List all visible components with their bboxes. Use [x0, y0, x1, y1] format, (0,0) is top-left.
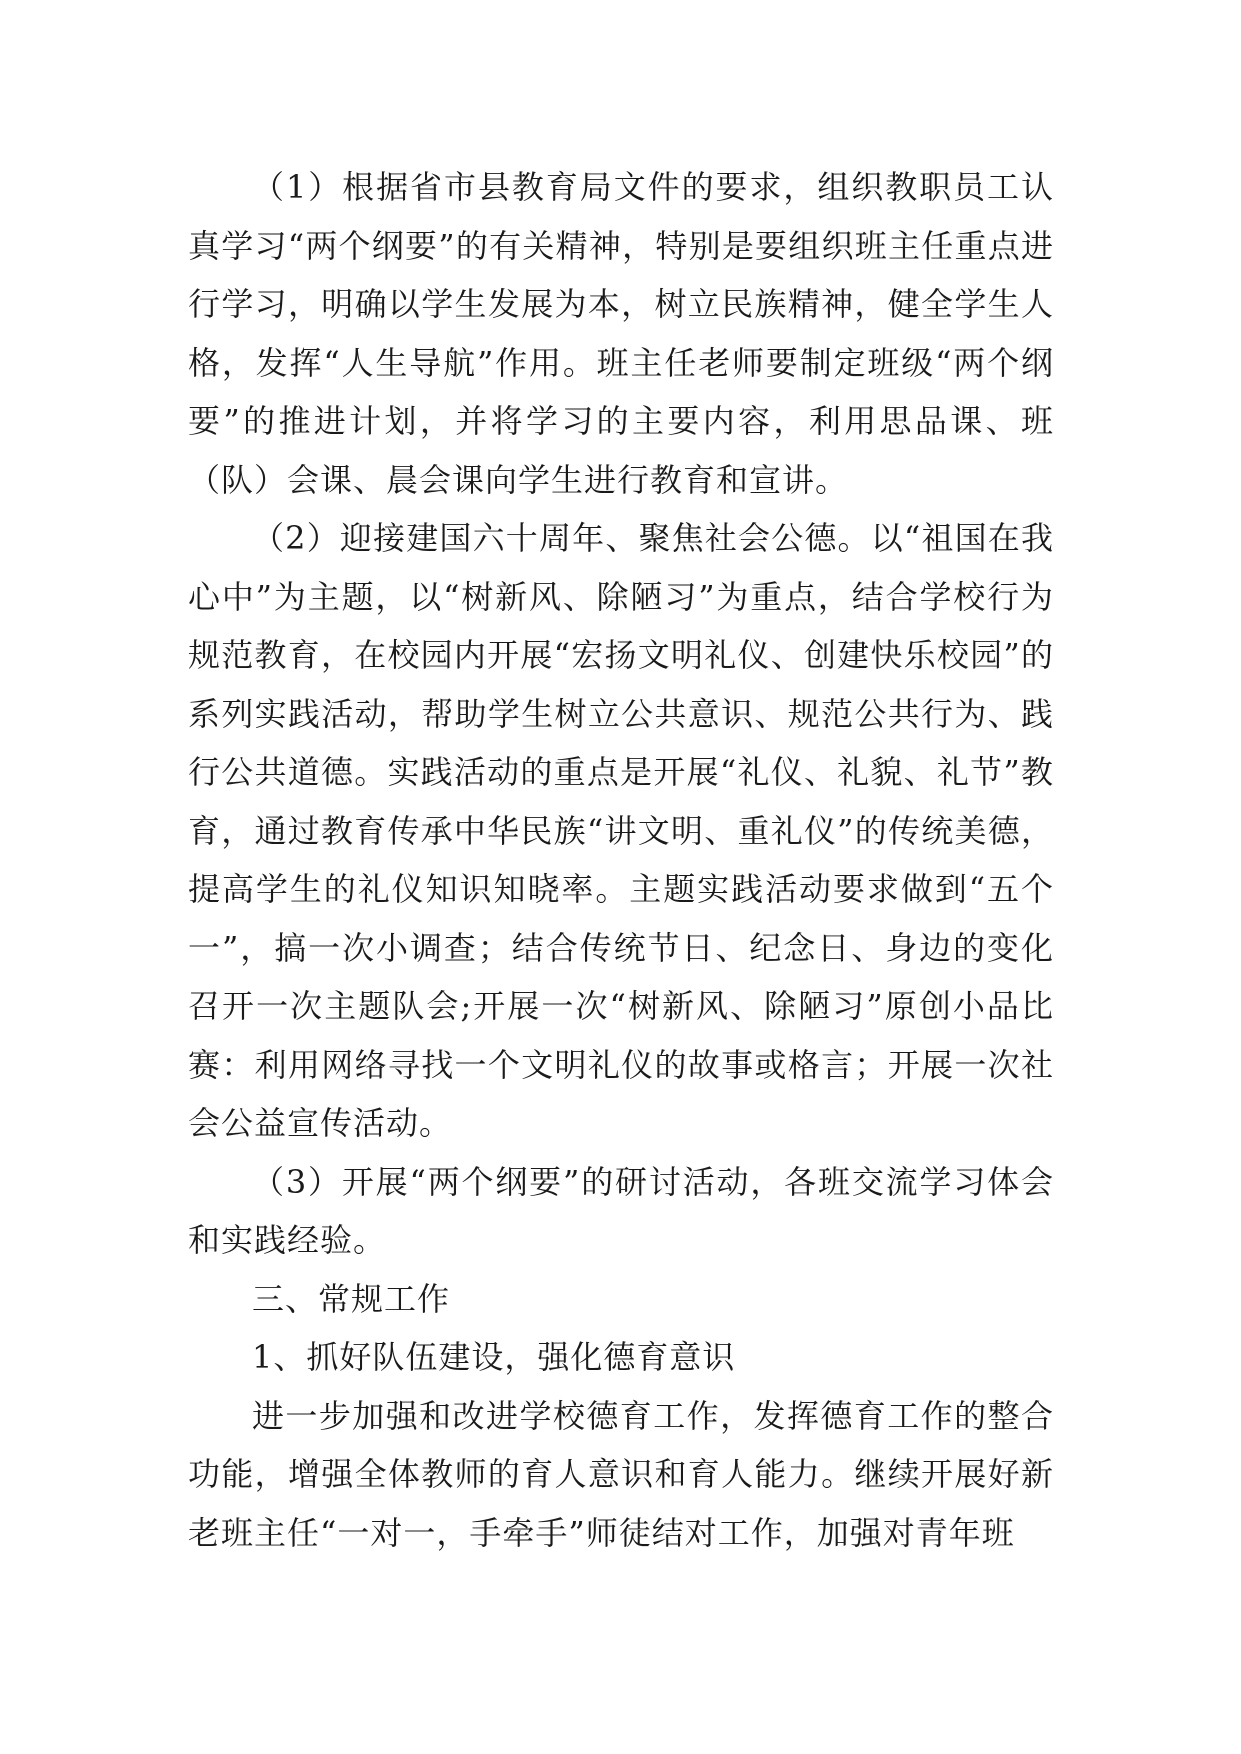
paragraph-item-3-seminar: （3）开展“两个纲要”的研讨活动，各班交流学习体会和实践经验。 [188, 1162, 1054, 1259]
document-body [188, 158, 1054, 1562]
section-heading-routine-work: 三、常规工作 [252, 1279, 451, 1318]
paragraph-team-building-body: 进一步加强和改进学校德育工作，发挥德育工作的整合功能，增强全体教师的育人意识和育人能力。继续开展好新老班主任“一对一，手牵手”师徒结对工作，加强对青年班 [188, 1396, 1054, 1552]
paragraph-item-2-social-ethics: （2）迎接建国六十周年、聚焦社会公德。以“祖国在我心中”为主题，以“树新风、除陋习”为重点，结合学校行为规范教育，在校园内开展“宏扬文明礼仪、创建快乐校园”的系列实践活动，帮助学生树立公共意识、规范公共行为、践行公共道德。实践活动的重点是开展“礼仪、礼貌、礼节”教育，通过教育传承中华民族“讲文明、重礼仪”的传统美德，提高学生的礼仪知识知晓率。主题实践活动要求做到“五个一”，搞一次小调查；结合传统节日、纪念日、身边的变化召开一次主题队会;开展一次“树新风、除陋习”原创小品比赛：利用网络寻找一个文明礼仪的故事或格言；开展一次社会公益宣传活动。 [188, 519, 1054, 1142]
subsection-heading-team-building: 1、抓好队伍建设，强化德育意识 [252, 1338, 736, 1376]
paragraph-item-1-study-outlines: （1）根据省市县教育局文件的要求，组织教职员工认真学习“两个纲要”的有关精神，特别是要组织班主任重点进行学习，明确以学生发展为本，树立民族精神，健全学生人格，发挥“人生导航”作用。班主任老师要制定班级“两个纲要”的推进计划，并将学习的主要内容，利用思品课、班（队）会课、晨会课向学生进行教育和宣讲。 [188, 168, 1054, 499]
